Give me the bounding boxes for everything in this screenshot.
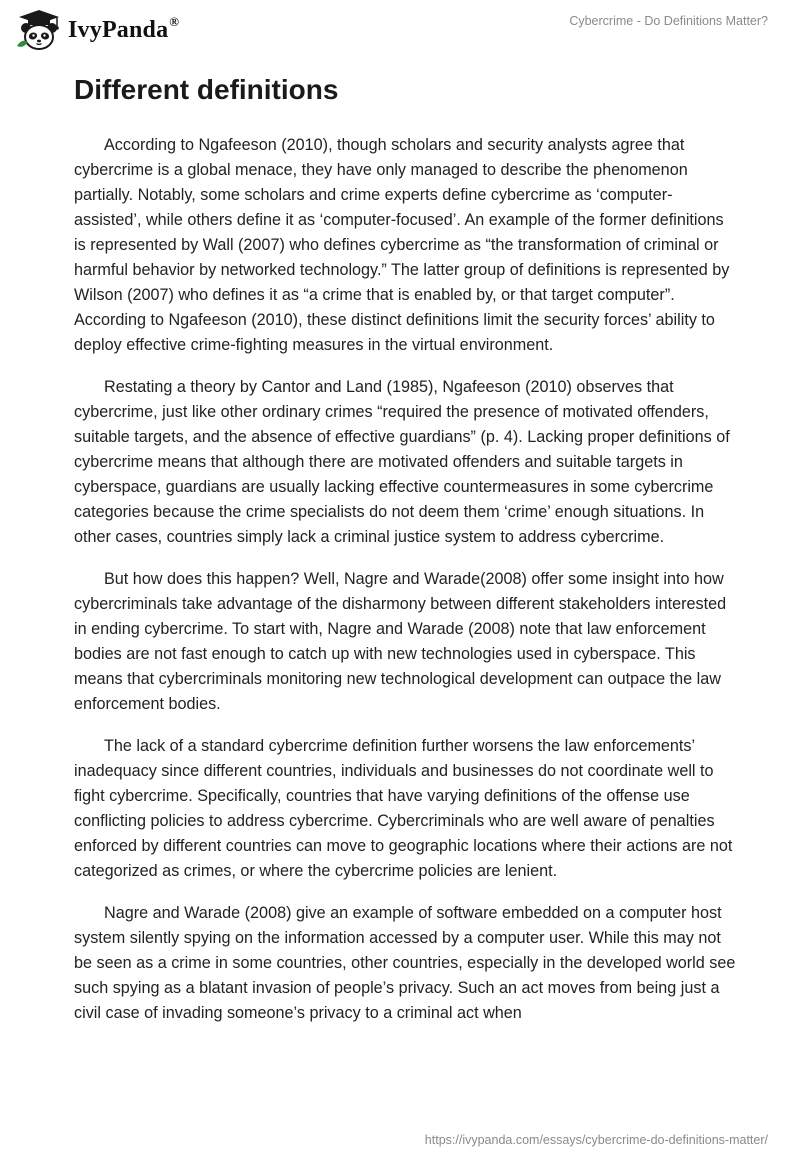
paragraph: The lack of a standard cybercrime definition further worsens the law enforcements’ inadequacy since different countries, individuals and businesses do not coordinate well to fight cybercrime. Specifically, countries that have varying definitions of the offense use conflicting policies to address cybercrime. Cybercriminals who are well aware of penalties enforced by different countries can move to geographic locations where their actions are not categorized as crimes, or where the cybercrime policies are lenient.: [74, 737, 733, 880]
page-header: [0, 0, 800, 56]
paragraph: Nagre and Warade (2008) give an example of software embedded on a computer host system silently spying on the information accessed by a computer user. While this may not be seen as a crime in some countries, other countries, especially in the developed world see such spying as a blatant invasion of people’s privacy. Such an act moves from being just a civil case of invading someone’s privacy to a criminal act when: [74, 904, 736, 1022]
paragraph: Restating a theory by Cantor and Land (1985), Ngafeeson (2010) observes that cybercrime, just like other ordinary crimes “required the presence of motivated offenders, suitable targets, and the absence of effective guardians” (p. 4). Lacking proper definitions of cybercrime means that although there are motivated offenders and suitable targets in cyberspace, guardians are usually lacking effective countermeasures in some cybercrime categories because the crime specialists do not deem them ‘crime’ enough situations. In other cases, countries simply lack a criminal justice system to address cybercrime.: [74, 378, 730, 546]
essay-body: [74, 133, 736, 1043]
panda-logo-icon: [14, 8, 64, 52]
brand-name: IvyPanda®: [68, 13, 180, 43]
document-title: Cybercrime - Do Definitions Matter?: [569, 14, 768, 28]
section-heading: Different definitions: [74, 74, 339, 105]
logo[interactable]: [14, 8, 179, 52]
paragraph: But how does this happen? Well, Nagre and Warade(2008) offer some insight into how cybercriminals take advantage of the disharmony between different stakeholders interested in ending cybercrime. To start with, Nagre and Warade (2008) note that law enforcement bodies are not fast enough to catch up with new technologies used in cyberspace. This means that cybercriminals monitoring new technological development can outpace the law enforcement bodies.: [74, 570, 727, 713]
paragraph: According to Ngafeeson (2010), though scholars and security analysts agree that cybercrime is a global menace, they have only managed to describe the phenomenon partially. Notably, some scholars and crime experts define cybercrime as ‘computer-assisted’, while others define it as ‘computer-focused’. An example of the former definitions is represented by Wall (2007) who defines cybercrime as “the transformation of criminal or harmful behavior by networked technology.” The latter group of definitions is represented by Wilson (2007) who defines it as “a crime that is enabled by, or that target computer”. According to Ngafeeson (2010), these distinct definitions limit the security forces’ ability to deploy effective crime-fighting measures in the virtual environment.: [74, 136, 730, 354]
source-url[interactable]: https://ivypanda.com/essays/cybercrime-do-definitions-matter/: [424, 1133, 768, 1147]
